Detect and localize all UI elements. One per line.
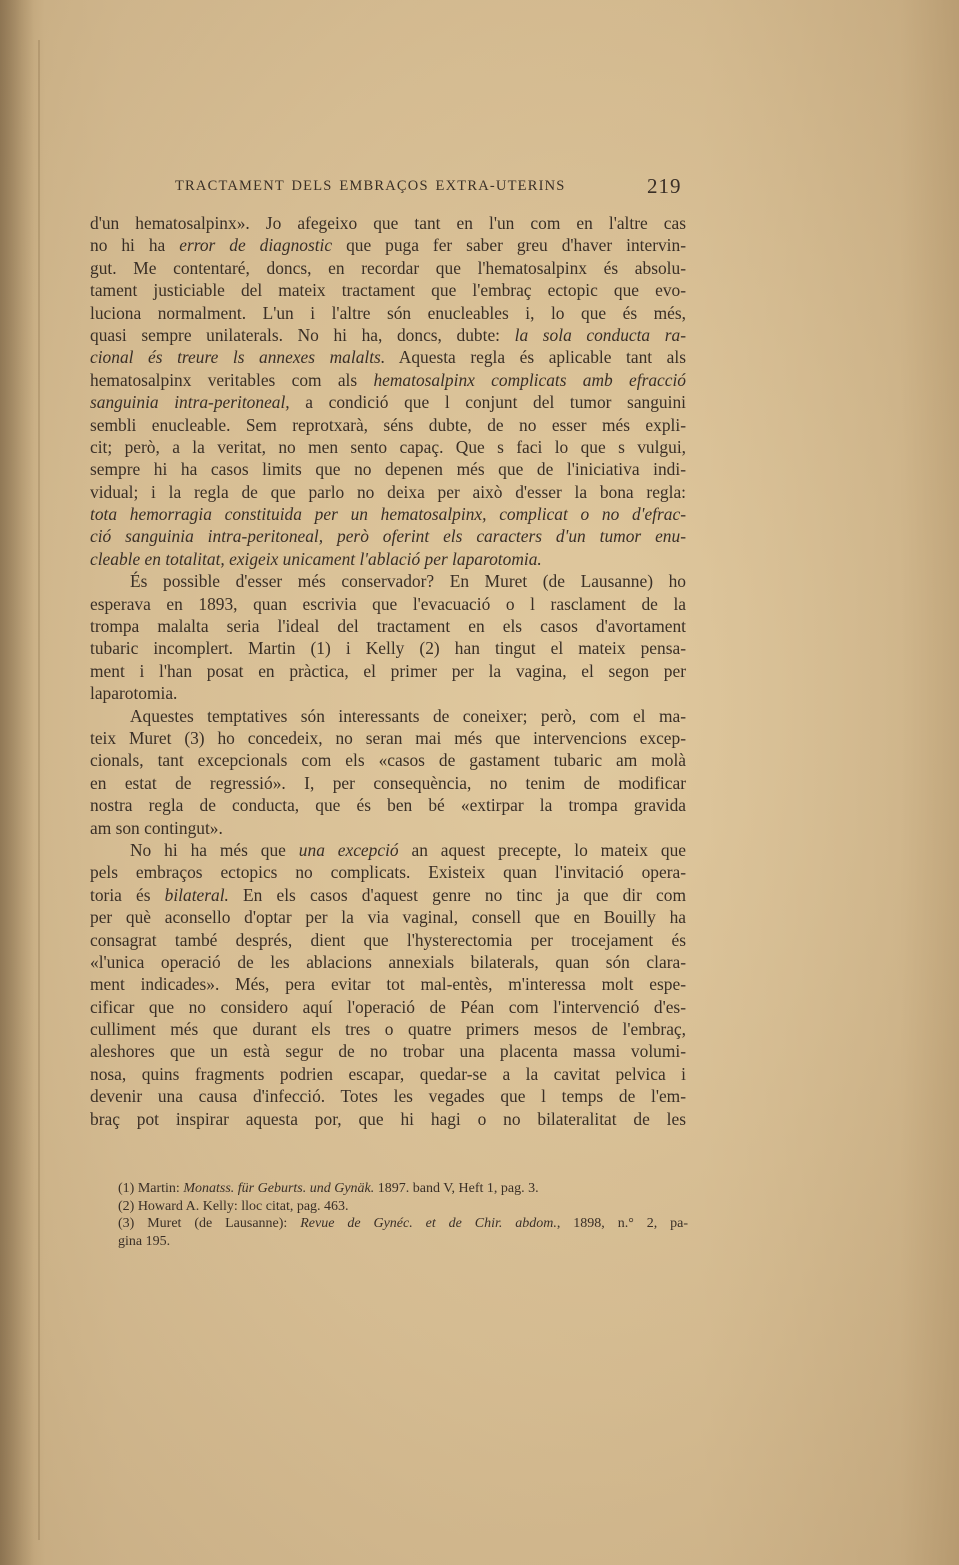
text-line: [90, 436, 686, 458]
running-title: TRACTAMENT DELS EMBRAÇOS EXTRA-UTERINS: [175, 178, 566, 194]
text-line: [90, 1108, 686, 1130]
footnote-line: [118, 1215, 688, 1233]
text-run: toria és: [90, 884, 165, 905]
text-run: ment indicades». Més, pera evitar tot mal-entès, m'interessa molt espe-: [90, 974, 686, 995]
text-line: [90, 682, 686, 704]
page-binding-shadow: [0, 0, 34, 1565]
text-line: [90, 279, 686, 301]
text-line: [90, 794, 686, 816]
italic-text: Revue de Gynéc. et de Chir. abdom.: [300, 1216, 557, 1232]
text-run: no hi ha: [90, 235, 180, 256]
text-line: [90, 839, 686, 861]
text-run: que puga fer saber greu d'haver intervin-: [332, 235, 687, 256]
text-run: (1) Martin:: [118, 1181, 184, 1196]
text-line: [90, 951, 686, 973]
text-line: [90, 660, 686, 682]
text-run: esperava en 1893, quan escrivia que l'evacuació o l rasclament de la: [90, 593, 686, 614]
text-run: 1897. band V, Heft 1, pag. 3.: [374, 1181, 539, 1196]
text-line: [90, 593, 686, 615]
text-line: [90, 817, 686, 839]
text-run: No hi ha més que: [130, 839, 299, 860]
text-line: [90, 1085, 686, 1107]
text-run: (2) Howard A. Kelly: lloc citat, pag. 463.: [118, 1198, 349, 1214]
text-line: [90, 1063, 686, 1085]
text-run: trompa malalta seria l'ideal del tractament en els casos d'avortament: [90, 616, 686, 637]
text-run: En els casos d'aquest genre no tinc ja que dir com: [228, 884, 686, 905]
text-run: teix Muret (3) ho concedeix, no seran mai més que intervencions excep-: [90, 727, 686, 748]
text-line: [90, 996, 686, 1018]
text-run: cit; però, a la veritat, no men sento capaç. Que s faci lo que s vulgui,: [90, 436, 686, 457]
italic-text: una excepció: [298, 839, 399, 860]
italic-text: bilateral.: [164, 884, 229, 905]
text-line: [90, 212, 686, 234]
text-run: braç pot inspirar aquesta por, que hi hagi o no bilateralitat de les: [90, 1108, 686, 1129]
italic-text: la sola conducta ra-: [514, 324, 687, 345]
text-line: [90, 570, 686, 592]
text-line: [90, 346, 686, 368]
text-line: [90, 906, 686, 928]
main-text: [90, 212, 686, 1130]
footnote-line: [118, 1233, 688, 1251]
text-run: (3) Muret (de Lausanne):: [118, 1216, 301, 1232]
text-line: [90, 615, 686, 637]
text-run: d'un hematosalpinx». Jo afegeixo que tant en l'un com en l'altre cas: [90, 213, 686, 233]
text-line: [90, 637, 686, 659]
italic-text: hematosalpinx complicats amb efracció: [373, 369, 686, 390]
text-line: [90, 772, 686, 794]
text-line: [90, 705, 686, 727]
text-run: gina 195.: [118, 1233, 171, 1249]
footnote-line: [118, 1180, 688, 1198]
page-fold-line: [38, 40, 40, 1540]
text-line: [90, 369, 686, 391]
text-run: pels embraços ectopics no complicats. Existeix quan l'invitació opera-: [90, 862, 686, 883]
running-header: [175, 174, 695, 198]
text-line: [90, 458, 686, 480]
text-line: [90, 1040, 686, 1062]
italic-text: ció sanguinia intra-peritoneal, però oferint els caracters d'un tumor enu-: [90, 526, 686, 547]
text-run: an aquest precepte, lo mateix que: [398, 839, 686, 860]
text-run: luciona normalment. L'un i l'altre són enucleables i, lo que és més,: [90, 302, 686, 323]
text-line: [90, 324, 686, 346]
text-line: [90, 503, 686, 525]
text-run: cionals, tant excepcionals com els «casos de gastament tubaric am molà: [90, 750, 686, 771]
text-run: vidual; i la regla de que parlo no deixa per això d'esser la bona regla:: [90, 481, 686, 502]
text-run: culliment més que durant els tres o quatre primers mesos de l'embraç,: [90, 1019, 686, 1040]
text-run: consagrat també després, dient que l'hysterectomia per trocejament és: [90, 929, 686, 950]
footnote-line: [118, 1198, 688, 1216]
italic-text: error de diagnostic: [179, 235, 333, 256]
text-line: [90, 257, 686, 279]
text-line: [90, 481, 686, 503]
text-run: per què aconsello d'optar per la via vaginal, consell que en Bouilly ha: [90, 907, 686, 928]
text-line: [90, 391, 686, 413]
text-run: ment i l'han posat en pràctica, el primer per la vagina, el segon per: [90, 660, 686, 681]
italic-text: cional és treure ls annexes malalts.: [90, 347, 386, 368]
text-run: a condició que l conjunt del tumor sanguini: [289, 392, 686, 413]
text-run: laparotomia.: [90, 683, 178, 704]
text-line: [90, 1018, 686, 1040]
italic-text: tota hemorragia constituida per un hematosalpinx, complicat o no d'efrac-: [90, 504, 686, 525]
text-run: sempre hi ha casos limits que no depenen més que de l'iniciativa indi-: [90, 459, 686, 480]
text-run: nosa, quins fragments podrien escapar, quedar-se a la cavitat pelvica i: [90, 1063, 686, 1084]
text-run: Aquesta regla és aplicable tant als: [385, 347, 686, 368]
text-run: quasi sempre unilaterals. No hi ha, doncs, dubte:: [90, 324, 515, 345]
text-run: cificar que no considero aquí l'operació de Péan com l'intervenció d'es-: [90, 996, 686, 1017]
text-line: [90, 861, 686, 883]
text-line: [90, 234, 686, 256]
text-line: [90, 929, 686, 951]
text-run: nostra regla de conducta, que és ben bé «extirpar la trompa gravida: [90, 795, 686, 816]
italic-text: Monatss. für Geburts. und Gynäk.: [183, 1181, 375, 1196]
text-line: [90, 973, 686, 995]
text-run: «l'unica operació de les ablacions annexials bilaterals, quan són clara-: [90, 951, 686, 972]
text-run: gut. Me contentaré, doncs, en recordar que l'hematosalpinx és absolu-: [90, 257, 686, 278]
text-run: tubaric incomplert. Martin (1) i Kelly (2) han tingut el mateix pensa-: [90, 638, 686, 659]
text-line: [90, 749, 686, 771]
text-line: [90, 548, 686, 570]
text-run: devenir una causa d'infecció. Totes les vegades que l temps de l'em-: [90, 1086, 686, 1107]
text-line: [90, 884, 686, 906]
footnotes: [118, 1180, 688, 1250]
text-run: sembli enucleable. Sem reprotxarà, séns dubte, de no esser més expli-: [90, 414, 686, 435]
text-run: hematosalpinx veritables com als: [90, 369, 374, 390]
text-run: aleshores que un està segur de no trobar una placenta massa volumi-: [90, 1041, 686, 1062]
text-run: , 1898, n.° 2, pa-: [556, 1216, 688, 1232]
page-number: 219: [647, 174, 682, 198]
text-line: [90, 525, 686, 547]
italic-text: cleable en totalitat, exigeix unicament l'ablació per laparotomia.: [90, 548, 542, 569]
text-line: [90, 302, 686, 324]
text-run: tament justiciable del mateix tractament que l'embraç ectopic que evo-: [90, 280, 686, 301]
text-run: en estat de regressió». I, per consequència, no tenim de modificar: [90, 772, 686, 793]
text-line: [90, 727, 686, 749]
text-run: am son contingut».: [90, 817, 223, 838]
italic-text: sanguinia intra-peritoneal,: [90, 392, 290, 413]
text-line: [90, 414, 686, 436]
text-run: És possible d'esser més conservador? En Muret (de Lausanne) ho: [130, 571, 686, 592]
text-run: Aquestes temptatives són interessants de coneixer; però, com el ma-: [130, 705, 686, 726]
